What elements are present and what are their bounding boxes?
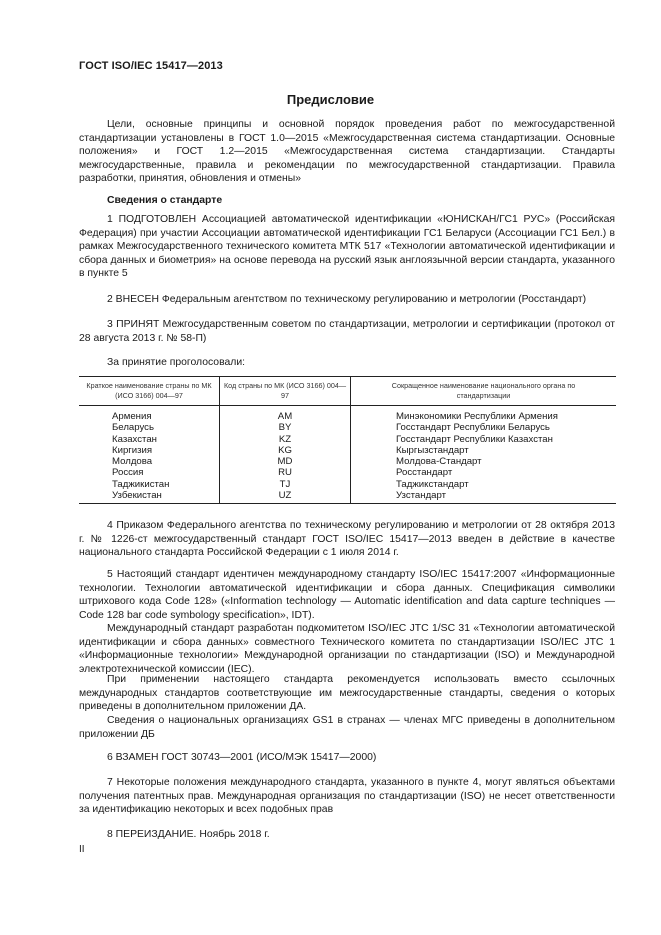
item-3: 3 ПРИНЯТ Межгосударственным советом по стандартизации, метрологии и сертификации (протокол от 28 августа 2013 г. № 58-П)	[79, 319, 615, 344]
table-cell-code: AM	[277, 411, 293, 422]
table-cell-code: KG	[278, 444, 292, 456]
item-2: 2 ВНЕСЕН Федеральным агентством по техническому регулированию и метрологии (Росстандарт)	[107, 294, 587, 305]
table-header-code: Код страны по МК (ИСО 3166) 004—97	[223, 381, 347, 400]
item-8: 8 ПЕРЕИЗДАНИЕ. Ноябрь 2018 г.	[107, 829, 270, 840]
table-cell-country: Беларусь	[112, 422, 154, 434]
table-cell-body: Узстандарт	[396, 490, 447, 502]
page-title: Предисловие	[286, 92, 375, 107]
table-cell-code: TJ	[279, 478, 291, 490]
body-column	[396, 411, 558, 501]
table-header-body: Сокращенное наименование национального органа по стандартизации	[391, 381, 576, 400]
table-cell-body: Госстандарт Республики Беларусь	[396, 422, 550, 434]
table-cell-body: Минэкономики Республики Армения	[396, 411, 558, 422]
item-6: 6 ВЗАМЕН ГОСТ 30743—2001 (ИСО/МЭК 15417—2000)	[107, 752, 377, 763]
table-header-country: Краткое наименование страны по МК (ИСО 3166) 004—97	[86, 381, 212, 400]
table-cell-country: Казахстан	[112, 433, 157, 445]
table-cell-code: KZ	[278, 433, 292, 445]
table-cell-country: Киргизия	[112, 444, 153, 456]
table-cell-code: MD	[277, 456, 293, 468]
table-cell-country: Таджикистан	[112, 478, 170, 490]
item-5: 5 Настоящий стандарт идентичен международному стандарту ISO/IEC 15417:2007 «Информационные технологии. Технологии автоматической идентификации и сбора данных. Спецификация символики штрихового кода Code 128» («Information technology — Automatic identification and data capture techniques — Code 128 bar code symbology specification», IDT).	[79, 569, 615, 621]
table-cell-code: BY	[278, 422, 292, 434]
item-5-paragraph-4: Сведения о национальных организациях GS1 в странах — членах МГС приведены в дополнительном приложении ДБ	[79, 715, 615, 740]
country-column	[112, 411, 169, 501]
code-column	[220, 411, 350, 501]
subheading: Сведения о стандарте	[107, 195, 223, 206]
item-4: 4 Приказом Федерального агентства по техническому регулированию и метрологии от 28 октября 2013 г. № 1226-ст межгосударственный стандарт ГОСТ ISO/IEC 15417—2013 введен в действие в качестве национального стандарта Российской Федерации с 1 июля 2014 г.	[79, 520, 615, 558]
table-cell-country: Узбекистан	[112, 490, 162, 502]
item-5-paragraph-3: При применении настоящего стандарта рекомендуется использовать вместо ссылочных международных стандартов соответствующие им межгосударственные стандарты, сведения о которых приведены в дополнительном приложении ДА.	[79, 674, 615, 712]
table-cell-code: UZ	[278, 490, 292, 502]
table-cell-body: Молдова-Стандарт	[396, 456, 482, 468]
table-cell-code: RU	[278, 467, 292, 479]
table-cell-country: Армения	[112, 411, 152, 422]
table-cell-country: Молдова	[112, 456, 153, 468]
intro-paragraph: Цели, основные принципы и основной порядок проведения работ по межгосударственной стандартизации установлены в ГОСТ 1.0—2015 «Межгосударственная система стандартизации. Основные положения» и ГОСТ 1.2—2015 «Межгосударственная система стандартизации. Стандарты межгосударственные, правила и рекомендации по межгосударственной стандартизации. Правила разработки, принятия, обновления и отмены»	[79, 119, 615, 184]
table-cell-body: Таджикстандарт	[396, 478, 469, 490]
table-cell-country: Россия	[112, 467, 144, 479]
running-header: ГОСТ ISO/IEC 15417—2013	[79, 60, 223, 72]
table-cell-body: Кыргызстандарт	[396, 444, 469, 456]
item-7: 7 Некоторые положения международного стандарта, указанного в пункте 4, могут являться объектами получения патентных прав. Международная организация по стандартизации (ISO) не несет ответственности за идентификацию некоторых и всех подобных прав	[79, 777, 615, 815]
vote-intro: За принятие проголосовали:	[107, 357, 246, 368]
item-5-paragraph-2: Международный стандарт разработан подкомитетом ISO/IEC JTC 1/SC 31 «Технологии автоматической идентификации и сбора данных» совместного Технического комитета по стандартизации ISO/IEC JTC 1 «Информационные технологии» Международной организации по стандартизации (ISO) и Международной электротехнической комиссии (IEC).	[79, 623, 615, 675]
item-1: 1 ПОДГОТОВЛЕН Ассоциацией автоматической идентификации «ЮНИСКАН/ГС1 РУС» (Российская Федерация) при участии Ассоциации автоматической идентификации ГС1 Беларуси (Ассоциации ГС1 Бел.) в рамках Межгосударственного технического комитета МТК 517 «Технологии автоматической идентификации и сбора данных и биометрия» на основе перевода на русский язык англоязычной версии стандарта, указанного в пункте 5	[79, 214, 615, 279]
table-cell-body: Госстандарт Республики Казахстан	[396, 433, 553, 445]
voting-table	[79, 376, 616, 504]
page-number: II	[79, 844, 85, 855]
table-cell-body: Росстандарт	[396, 467, 453, 479]
